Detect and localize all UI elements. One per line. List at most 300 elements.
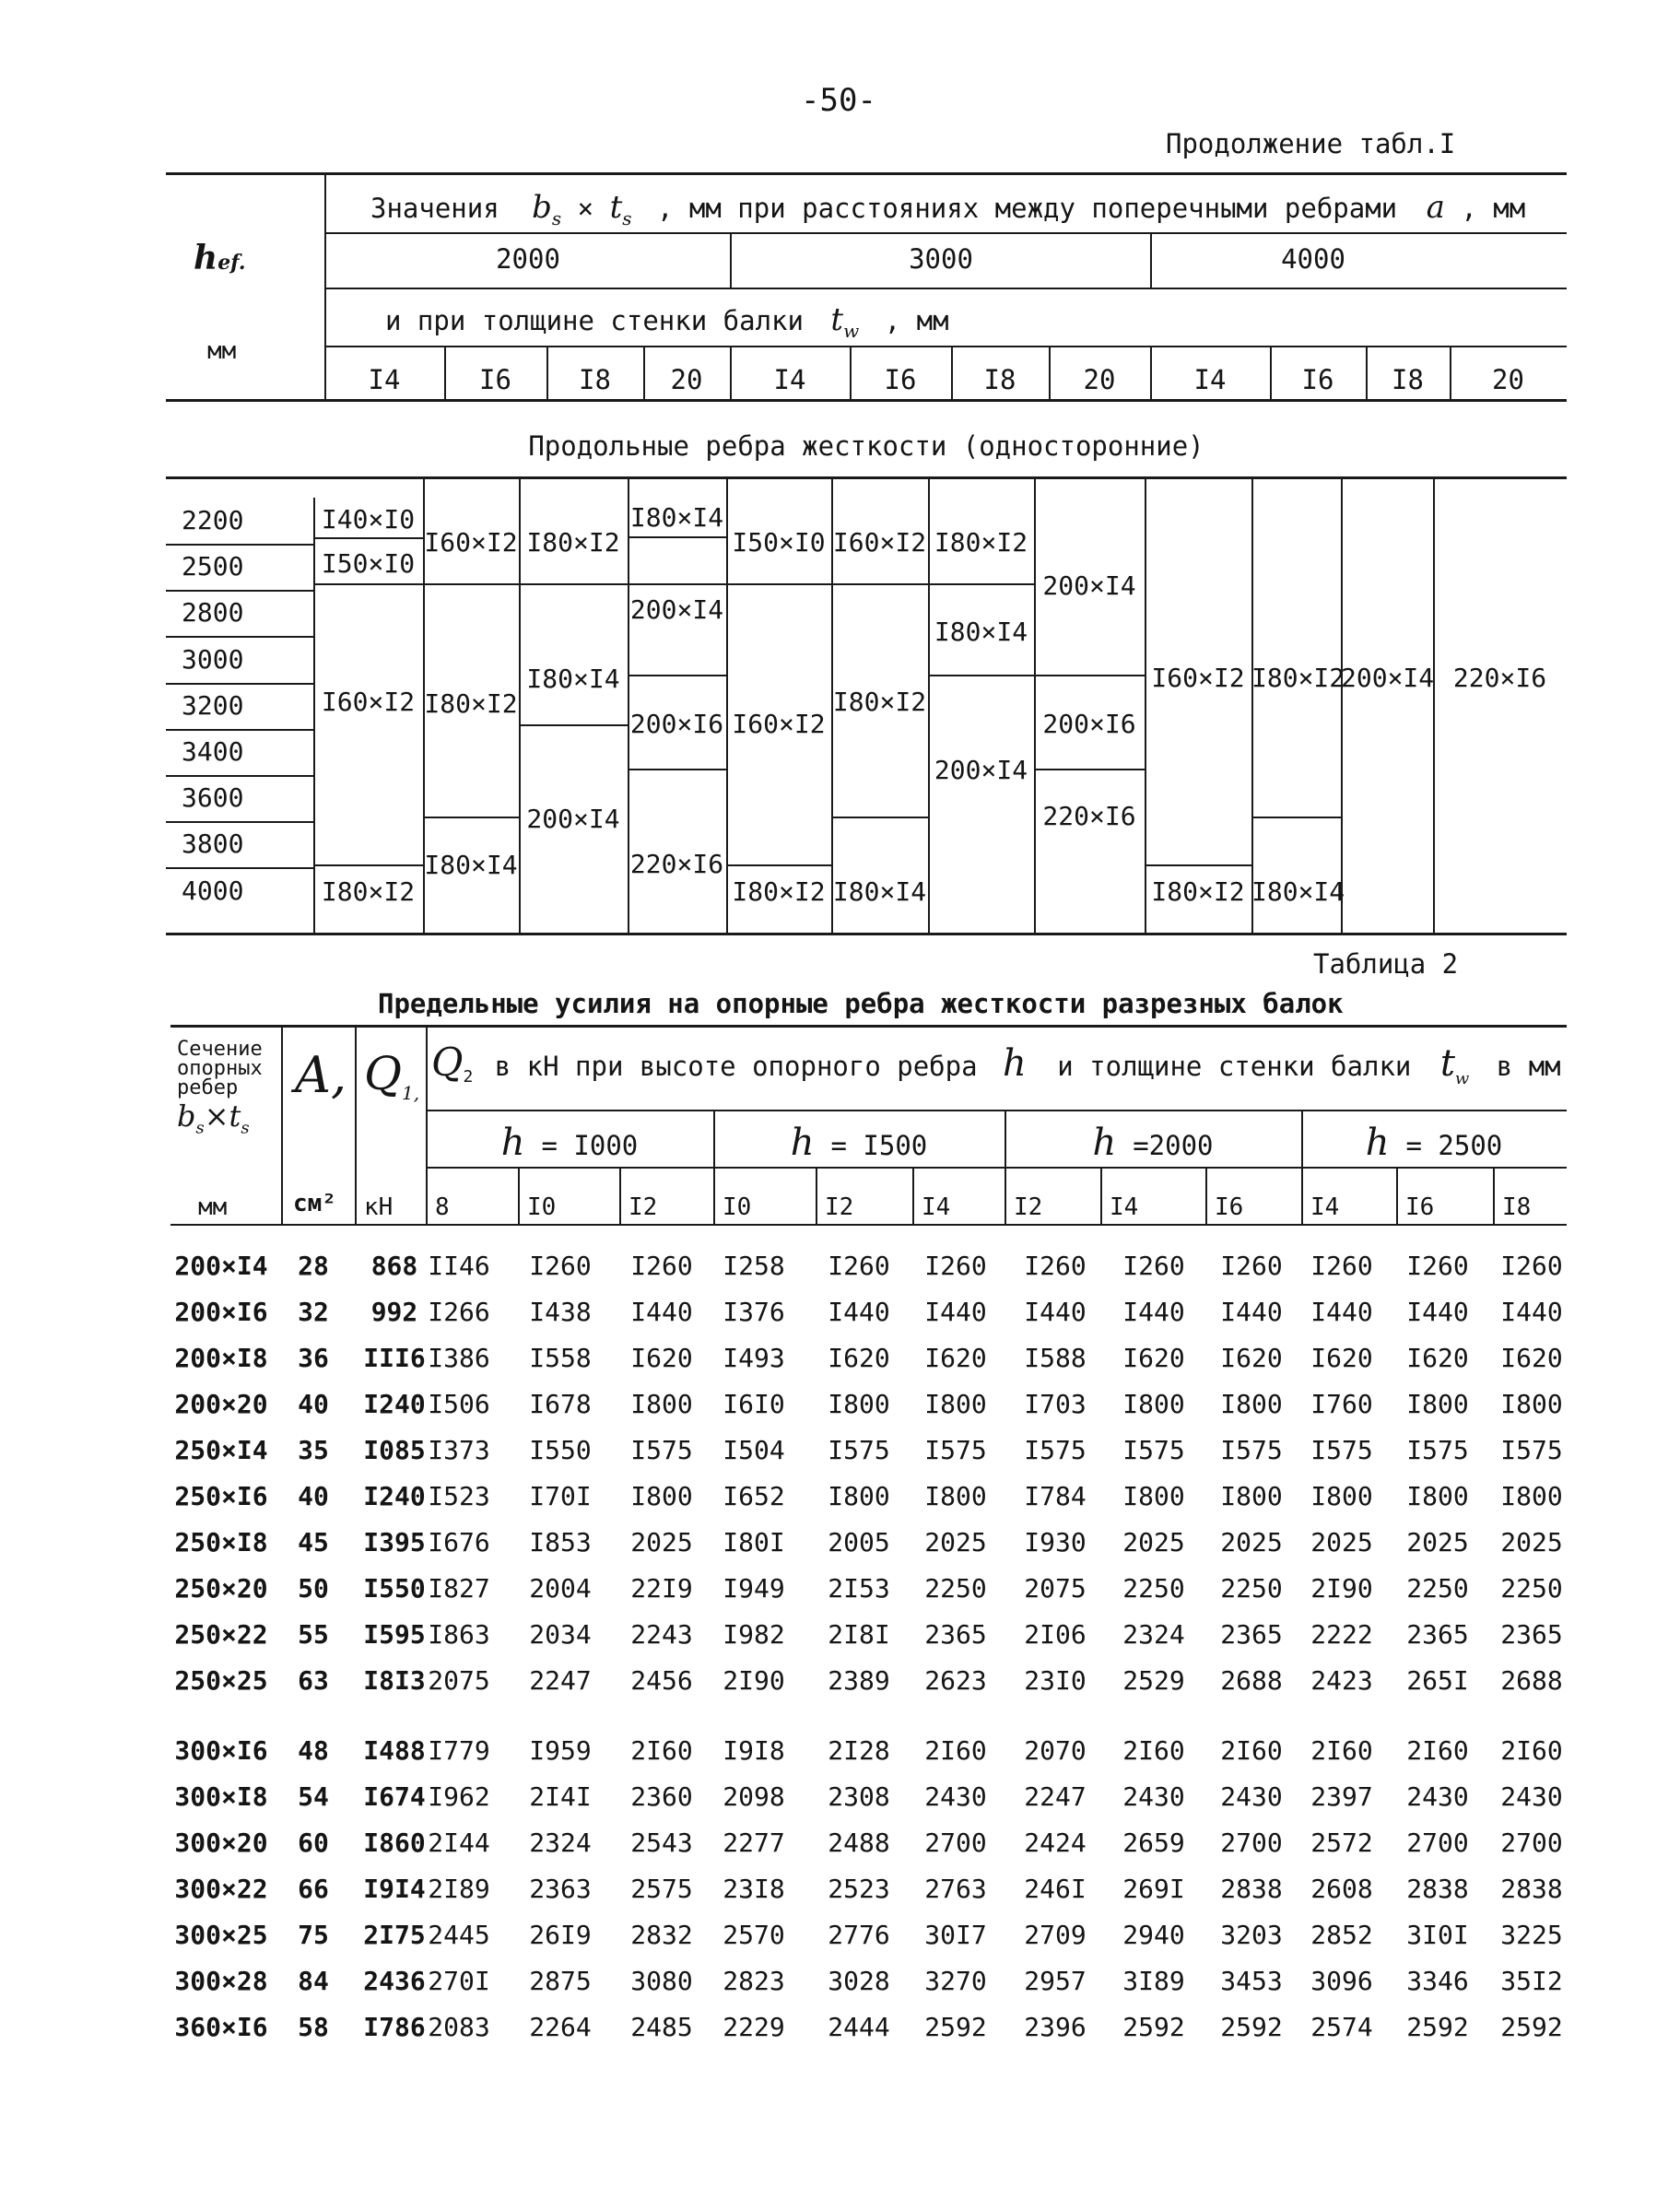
q2-cell: 2I60 [924, 1735, 987, 1766]
q2-cell: 2365 [924, 1619, 987, 1650]
q2-cell: 26I9 [529, 1920, 592, 1950]
q2-cell: 2308 [828, 1781, 890, 1812]
section-cell: 250×20 [174, 1573, 268, 1604]
continuation-note: Продолжение табл.I [1166, 128, 1456, 159]
q2-cell: I800 [1406, 1481, 1469, 1511]
section-cell: 250×I4 [174, 1435, 268, 1465]
q2-cell: 269I [1122, 1874, 1185, 1904]
q2-cell: 2700 [1500, 1828, 1563, 1858]
q2-cell: 2324 [1122, 1619, 1185, 1650]
rib-cell: 220×I6 [629, 849, 724, 879]
q1-unit: кН [364, 1193, 394, 1221]
q2-cell: I620 [828, 1343, 890, 1373]
q1-cell: I395 [363, 1527, 426, 1557]
q2-cell: I373 [428, 1435, 490, 1465]
cell-sep [726, 583, 831, 585]
rib-cell: I50×I0 [732, 527, 826, 558]
subcol-divider [1100, 1167, 1102, 1224]
q2-cell: 2592 [1122, 2012, 1185, 2042]
thickness-value: I6 [1301, 364, 1334, 395]
q2-cell: 2250 [1406, 1573, 1469, 1604]
q2-cell: 2I90 [723, 1665, 785, 1696]
rib-cell: 200×I4 [1341, 663, 1435, 693]
q2-cell: I260 [1406, 1251, 1469, 1281]
table1-rowhead-divider [324, 172, 326, 399]
table-row [0, 1527, 1680, 1563]
thickness-divider [951, 346, 953, 399]
table1-top-rule [166, 172, 1567, 175]
thickness-value: I8 [983, 364, 1016, 395]
q1-cell: I550 [363, 1573, 426, 1604]
q2-cell: 22I9 [630, 1573, 693, 1604]
q2-cell: I260 [1310, 1251, 1373, 1281]
q1-cell: I595 [363, 1619, 426, 1650]
rib-cell: I40×I0 [321, 504, 416, 535]
thickness-divider [546, 346, 548, 399]
q2-cell: II46 [428, 1251, 490, 1281]
q2-cell: I863 [428, 1619, 490, 1650]
q2-cell: I440 [1220, 1297, 1283, 1327]
q2-cell: I800 [1122, 1389, 1185, 1419]
q2-cell: 2957 [1024, 1966, 1087, 1996]
rib-cell: I80×I4 [526, 664, 620, 694]
table-row [0, 1343, 1680, 1379]
wall-thickness: I4 [1310, 1193, 1340, 1221]
cell-sep [313, 583, 423, 585]
section-cell: 300×I8 [174, 1781, 268, 1812]
section-cell: 300×I6 [174, 1735, 268, 1766]
thickness-value: I8 [579, 364, 611, 395]
q2-cell: 2688 [1220, 1665, 1283, 1696]
wall-thickness: I0 [527, 1193, 557, 1221]
q2-cell: I800 [630, 1481, 693, 1511]
q2-cell: 2034 [529, 1619, 592, 1650]
spacing-3000: 3000 [909, 243, 973, 275]
table-row [0, 1876, 1680, 1910]
table-row [0, 1619, 1680, 1655]
q2-cell: 2247 [1024, 1781, 1087, 1812]
table1-rule-3 [324, 346, 1567, 347]
section-column-header: Сечение опорных ребер [177, 1038, 263, 1099]
q2-cell: I962 [428, 1781, 490, 1812]
area-cell: 60 [298, 1828, 329, 1858]
spacing-4000: 4000 [1281, 243, 1345, 275]
height-label: 3400 [182, 736, 244, 767]
q2-cell: 2I60 [1500, 1735, 1563, 1766]
cell-sep [1145, 864, 1251, 866]
q2-cell: 2763 [924, 1874, 987, 1904]
q2-cell: 2430 [1220, 1781, 1283, 1812]
section-cell: 250×25 [174, 1665, 268, 1696]
q2-cell: I800 [828, 1481, 890, 1511]
q2-cell: I438 [529, 1297, 592, 1327]
q2-cell: I949 [723, 1573, 785, 1604]
q2-cell: I575 [1500, 1435, 1563, 1465]
rib-cell: I60×I2 [832, 527, 927, 558]
q2-cell: I703 [1024, 1389, 1087, 1419]
col-divider [1034, 476, 1036, 933]
q2-cell: 3346 [1406, 1966, 1469, 1996]
thickness-value: 20 [670, 364, 703, 395]
q2-cell: I258 [723, 1251, 785, 1281]
q2-cell: 265I [1406, 1665, 1469, 1696]
q2-cell: 2523 [828, 1874, 890, 1904]
q2-cell: 2I60 [1310, 1735, 1373, 1766]
q2-cell: I504 [723, 1435, 785, 1465]
q2-cell: 2229 [723, 2012, 785, 2042]
rib-cell: I80×I2 [526, 527, 620, 558]
q2-cell: 2I89 [428, 1874, 490, 1904]
q2-cell: I9I8 [723, 1735, 785, 1766]
area-cell: 75 [298, 1920, 329, 1950]
cell-sep [519, 583, 628, 585]
section-cell: 200×I6 [174, 1297, 268, 1327]
q2-cell: 2700 [924, 1828, 987, 1858]
thickness-value: I4 [773, 364, 806, 395]
q2-cell: I575 [1220, 1435, 1283, 1465]
q2-cell: 246I [1024, 1874, 1087, 1904]
q2-cell: 2838 [1220, 1874, 1283, 1904]
q2-cell: I260 [1122, 1251, 1185, 1281]
section-unit: мм [198, 1193, 228, 1221]
rib-cell: I80×I2 [1251, 663, 1345, 693]
thickness-value: 20 [1492, 364, 1524, 395]
q2-cell: I678 [529, 1389, 592, 1419]
q2-cell: 2430 [1122, 1781, 1185, 1812]
q2-cell: I260 [924, 1251, 987, 1281]
q2-cell: I575 [1122, 1435, 1185, 1465]
q2-cell: 2083 [428, 2012, 490, 2042]
cell-sep [1251, 817, 1341, 818]
q2-cell: I982 [723, 1619, 785, 1650]
subcol-divider [912, 1167, 914, 1224]
q2-cell: 2430 [1406, 1781, 1469, 1812]
q2-cell: I70I [529, 1481, 592, 1511]
rib-cell: 220×I6 [1042, 801, 1136, 831]
cell-sep [628, 675, 726, 676]
q2-cell: 2025 [630, 1527, 693, 1557]
q2-cell: 2570 [723, 1920, 785, 1950]
wall-thickness: I6 [1405, 1193, 1435, 1221]
area-cell: 84 [298, 1966, 329, 1996]
q2-cell: I376 [723, 1297, 785, 1327]
q2-cell: 2445 [428, 1920, 490, 1950]
wall-thickness: I8 [1502, 1193, 1532, 1221]
q2-cell: 2365 [1406, 1619, 1469, 1650]
cell-sep [928, 675, 1034, 676]
table-row [0, 1781, 1680, 1817]
cell-sep [423, 817, 519, 818]
q2-cell: I800 [1310, 1481, 1373, 1511]
rib-cell: I80×I4 [832, 876, 927, 907]
rib-cell: I80×I4 [934, 617, 1028, 647]
table1-row-header-unit: мм [207, 337, 237, 365]
cell-sep [831, 817, 928, 818]
q2-cell: 2623 [924, 1665, 987, 1696]
q1-cell: III6 [363, 1343, 426, 1373]
q2-cell: 3203 [1220, 1920, 1283, 1950]
wall-thickness: I2 [825, 1193, 854, 1221]
table2-title: Предельные усилия на опорные ребра жесткости разрезных балок [378, 988, 1344, 1019]
q2-cell: 2700 [1406, 1828, 1469, 1858]
q2-cell: 2444 [828, 2012, 890, 2042]
q2-cell: 2222 [1310, 1619, 1373, 1650]
q2-cell: I676 [428, 1527, 490, 1557]
q2-cell: 2I90 [1310, 1573, 1373, 1604]
thickness-divider [1270, 346, 1272, 399]
q2-cell: I575 [924, 1435, 987, 1465]
rib-cell: I60×I2 [732, 709, 826, 739]
q1-cell: 868 [370, 1251, 418, 1281]
wall-thickness: I2 [629, 1193, 658, 1221]
height-group-header: h = I500 [790, 1122, 928, 1164]
q2-cell: I620 [924, 1343, 987, 1373]
wall-thickness: I2 [1014, 1193, 1043, 1221]
rib-cell: I80×I2 [832, 687, 927, 717]
q2-cell: I827 [428, 1573, 490, 1604]
q2-cell: 30I7 [924, 1920, 987, 1950]
thickness-divider [1366, 346, 1368, 399]
q2-cell: 2592 [1406, 2012, 1469, 2042]
q2-cell: 2I60 [1122, 1735, 1185, 1766]
thickness-value: I4 [368, 364, 401, 395]
q2-cell: I800 [630, 1389, 693, 1419]
spacing-2000: 2000 [496, 243, 560, 275]
q2-cell: I260 [1024, 1251, 1087, 1281]
thickness-divider [1150, 346, 1152, 399]
q1-cell: 2I75 [363, 1920, 426, 1950]
q2-cell: I620 [1500, 1343, 1563, 1373]
q1-cell: I240 [363, 1389, 426, 1419]
q2-cell: 2592 [1220, 2012, 1283, 2042]
q2-cell: 2488 [828, 1828, 890, 1858]
q2-cell: 2700 [1220, 1828, 1283, 1858]
q2-cell: 3225 [1500, 1920, 1563, 1950]
q2-cell: 35I2 [1500, 1966, 1563, 1996]
rib-cell: 200×I4 [629, 594, 724, 625]
height-label: 3600 [182, 782, 244, 813]
q2-cell: I575 [1024, 1435, 1087, 1465]
table-row [0, 1299, 1680, 1333]
q2-cell: 2592 [1500, 2012, 1563, 2042]
height-label: 3800 [182, 829, 244, 859]
height-separator [166, 544, 313, 546]
table1-header-bottom-rule [166, 399, 1567, 402]
q1-cell: I8I3 [363, 1665, 426, 1696]
t2-col-divider [355, 1025, 357, 1224]
q2-cell: I652 [723, 1481, 785, 1511]
q2-cell: 2277 [723, 1828, 785, 1858]
area-cell: 40 [298, 1389, 329, 1419]
q2-cell: 2243 [630, 1619, 693, 1650]
q2-cell: I779 [428, 1735, 490, 1766]
q2-cell: 2592 [924, 2012, 987, 2042]
q2-cell: 2365 [1220, 1619, 1283, 1650]
q2-cell: 2875 [529, 1966, 592, 1996]
q2-cell: I800 [1500, 1389, 1563, 1419]
height-separator [166, 590, 313, 592]
q2-cell: 3096 [1310, 1966, 1373, 1996]
section-cell: 200×I8 [174, 1343, 268, 1373]
area-cell: 36 [298, 1343, 329, 1373]
area-cell: 40 [298, 1481, 329, 1511]
col-divider [1251, 476, 1253, 933]
q2-cell: I575 [1310, 1435, 1373, 1465]
thickness-value: I8 [1392, 364, 1424, 395]
col-divider [1433, 476, 1435, 933]
section-cell: 300×25 [174, 1920, 268, 1950]
q2-cell: I260 [630, 1251, 693, 1281]
q2-cell: 2423 [1310, 1665, 1373, 1696]
cell-sep [1034, 769, 1145, 770]
q2-cell: I575 [828, 1435, 890, 1465]
section-cell: 250×22 [174, 1619, 268, 1650]
rib-cell: 200×I4 [526, 804, 620, 834]
thickness-divider [444, 346, 446, 399]
q1-cell: I240 [363, 1481, 426, 1511]
q2-cell: I550 [529, 1435, 592, 1465]
q2-cell: 2I60 [630, 1735, 693, 1766]
table-row [0, 2012, 1680, 2048]
q2-cell: 2575 [630, 1874, 693, 1904]
q2-cell: I266 [428, 1297, 490, 1327]
q2-cell: 3080 [630, 1966, 693, 1996]
q2-rule-2 [426, 1167, 1567, 1169]
section-cell: 360×I6 [174, 2012, 268, 2042]
q2-cell: I386 [428, 1343, 490, 1373]
cell-sep [519, 724, 628, 726]
subcol-divider [1396, 1167, 1398, 1224]
cell-sep [313, 537, 423, 539]
rib-cell: 200×I6 [629, 709, 724, 739]
thickness-divider [850, 346, 852, 399]
table2-header-bottom-rule [170, 1224, 1567, 1226]
table-row [0, 1922, 1680, 1956]
table-row [0, 1830, 1680, 1863]
height-group-header: h = 2500 [1365, 1122, 1503, 1164]
area-cell: 28 [298, 1251, 329, 1281]
q2-cell: 3I89 [1122, 1966, 1185, 1996]
q2-cell: 3270 [924, 1966, 987, 1996]
q1-cell: I786 [363, 2012, 426, 2042]
q2-cell: 2397 [1310, 1781, 1373, 1812]
table-row [0, 1573, 1680, 1609]
section-title: Продольные ребра жесткости (односторонние) [528, 430, 1204, 462]
q2-cell: I506 [428, 1389, 490, 1419]
q2-cell: 2852 [1310, 1920, 1373, 1950]
q2-cell: I260 [1500, 1251, 1563, 1281]
q2-cell: 2025 [1406, 1527, 1469, 1557]
table1-rule-2 [324, 288, 1567, 289]
q2-cell: I260 [529, 1251, 592, 1281]
height-label: 3200 [182, 690, 244, 721]
q2-cell: I784 [1024, 1481, 1087, 1511]
q2-cell: 2025 [924, 1527, 987, 1557]
area-unit: см² [293, 1190, 336, 1217]
area-cell: 54 [298, 1781, 329, 1812]
area-cell: 55 [298, 1619, 329, 1650]
q2-cell: I588 [1024, 1343, 1087, 1373]
area-cell: 66 [298, 1874, 329, 1904]
wall-thickness: 8 [435, 1193, 450, 1221]
height-group-header: h = I000 [500, 1122, 639, 1164]
subcol-divider [619, 1167, 621, 1224]
thickness-divider [730, 346, 732, 399]
q2-cell: 2250 [1122, 1573, 1185, 1604]
subcol-divider [816, 1167, 817, 1224]
rib-cell: I80×I2 [321, 876, 416, 907]
thickness-divider [1450, 346, 1451, 399]
area-cell: 58 [298, 2012, 329, 2042]
rib-cell: 200×I4 [1042, 570, 1136, 601]
cell-sep [628, 536, 726, 538]
q2-cell: I620 [1220, 1343, 1283, 1373]
rib-cell: 200×I4 [934, 755, 1028, 785]
section-cell: 300×22 [174, 1874, 268, 1904]
q2-cell: I853 [529, 1527, 592, 1557]
table1-row-header: hef. [194, 239, 246, 277]
section-cell: 300×28 [174, 1966, 268, 1996]
q2-cell: 2I44 [428, 1828, 490, 1858]
section-cell: 250×I6 [174, 1481, 268, 1511]
q2-cell: I800 [1220, 1389, 1283, 1419]
q2-cell: I800 [1500, 1481, 1563, 1511]
q1-cell: 992 [370, 1297, 418, 1327]
q2-cell: 2572 [1310, 1828, 1373, 1858]
q2-cell: I575 [630, 1435, 693, 1465]
area-column-header: A, [295, 1046, 347, 1104]
q2-cell: 2709 [1024, 1920, 1087, 1950]
rib-cell: I60×I2 [1151, 663, 1245, 693]
height-separator [166, 867, 313, 869]
table-row [0, 1481, 1680, 1517]
cell-sep [928, 583, 1034, 585]
height-separator [166, 775, 313, 777]
cell-sep [726, 864, 831, 866]
q2-cell: 2940 [1122, 1920, 1185, 1950]
q2-cell: 23I0 [1024, 1665, 1087, 1696]
q2-cell: 3453 [1220, 1966, 1283, 1996]
q2-cell: I800 [924, 1389, 987, 1419]
q2-cell: I558 [529, 1343, 592, 1373]
q2-cell: I80I [723, 1527, 785, 1557]
q2-cell: 2324 [529, 1828, 592, 1858]
rib-cell: I80×I2 [934, 527, 1028, 558]
q2-cell: 2I60 [1220, 1735, 1283, 1766]
thickness-value: 20 [1083, 364, 1116, 395]
page-number: -50- [801, 82, 876, 119]
rib-cell: I80×I4 [629, 502, 724, 533]
table1-body-bottom-rule [166, 933, 1567, 935]
area-cell: 48 [298, 1735, 329, 1766]
q2-cell: 23I8 [723, 1874, 785, 1904]
q2-cell: 2075 [428, 1665, 490, 1696]
cell-sep [1034, 675, 1145, 676]
q2-rule-1 [426, 1110, 1567, 1111]
q2-cell: 2264 [529, 2012, 592, 2042]
q2-cell: I620 [1310, 1343, 1373, 1373]
rib-cell: I80×I4 [1251, 876, 1345, 907]
area-cell: 35 [298, 1435, 329, 1465]
q2-cell: I260 [828, 1251, 890, 1281]
q2-cell: 2363 [529, 1874, 592, 1904]
q2-cell: I959 [529, 1735, 592, 1766]
table-row [0, 1735, 1680, 1771]
rib-cell: I80×I4 [424, 850, 518, 880]
q2-cell: 2250 [924, 1573, 987, 1604]
q1-cell: I9I4 [363, 1874, 426, 1904]
q2-cell: 2004 [529, 1573, 592, 1604]
